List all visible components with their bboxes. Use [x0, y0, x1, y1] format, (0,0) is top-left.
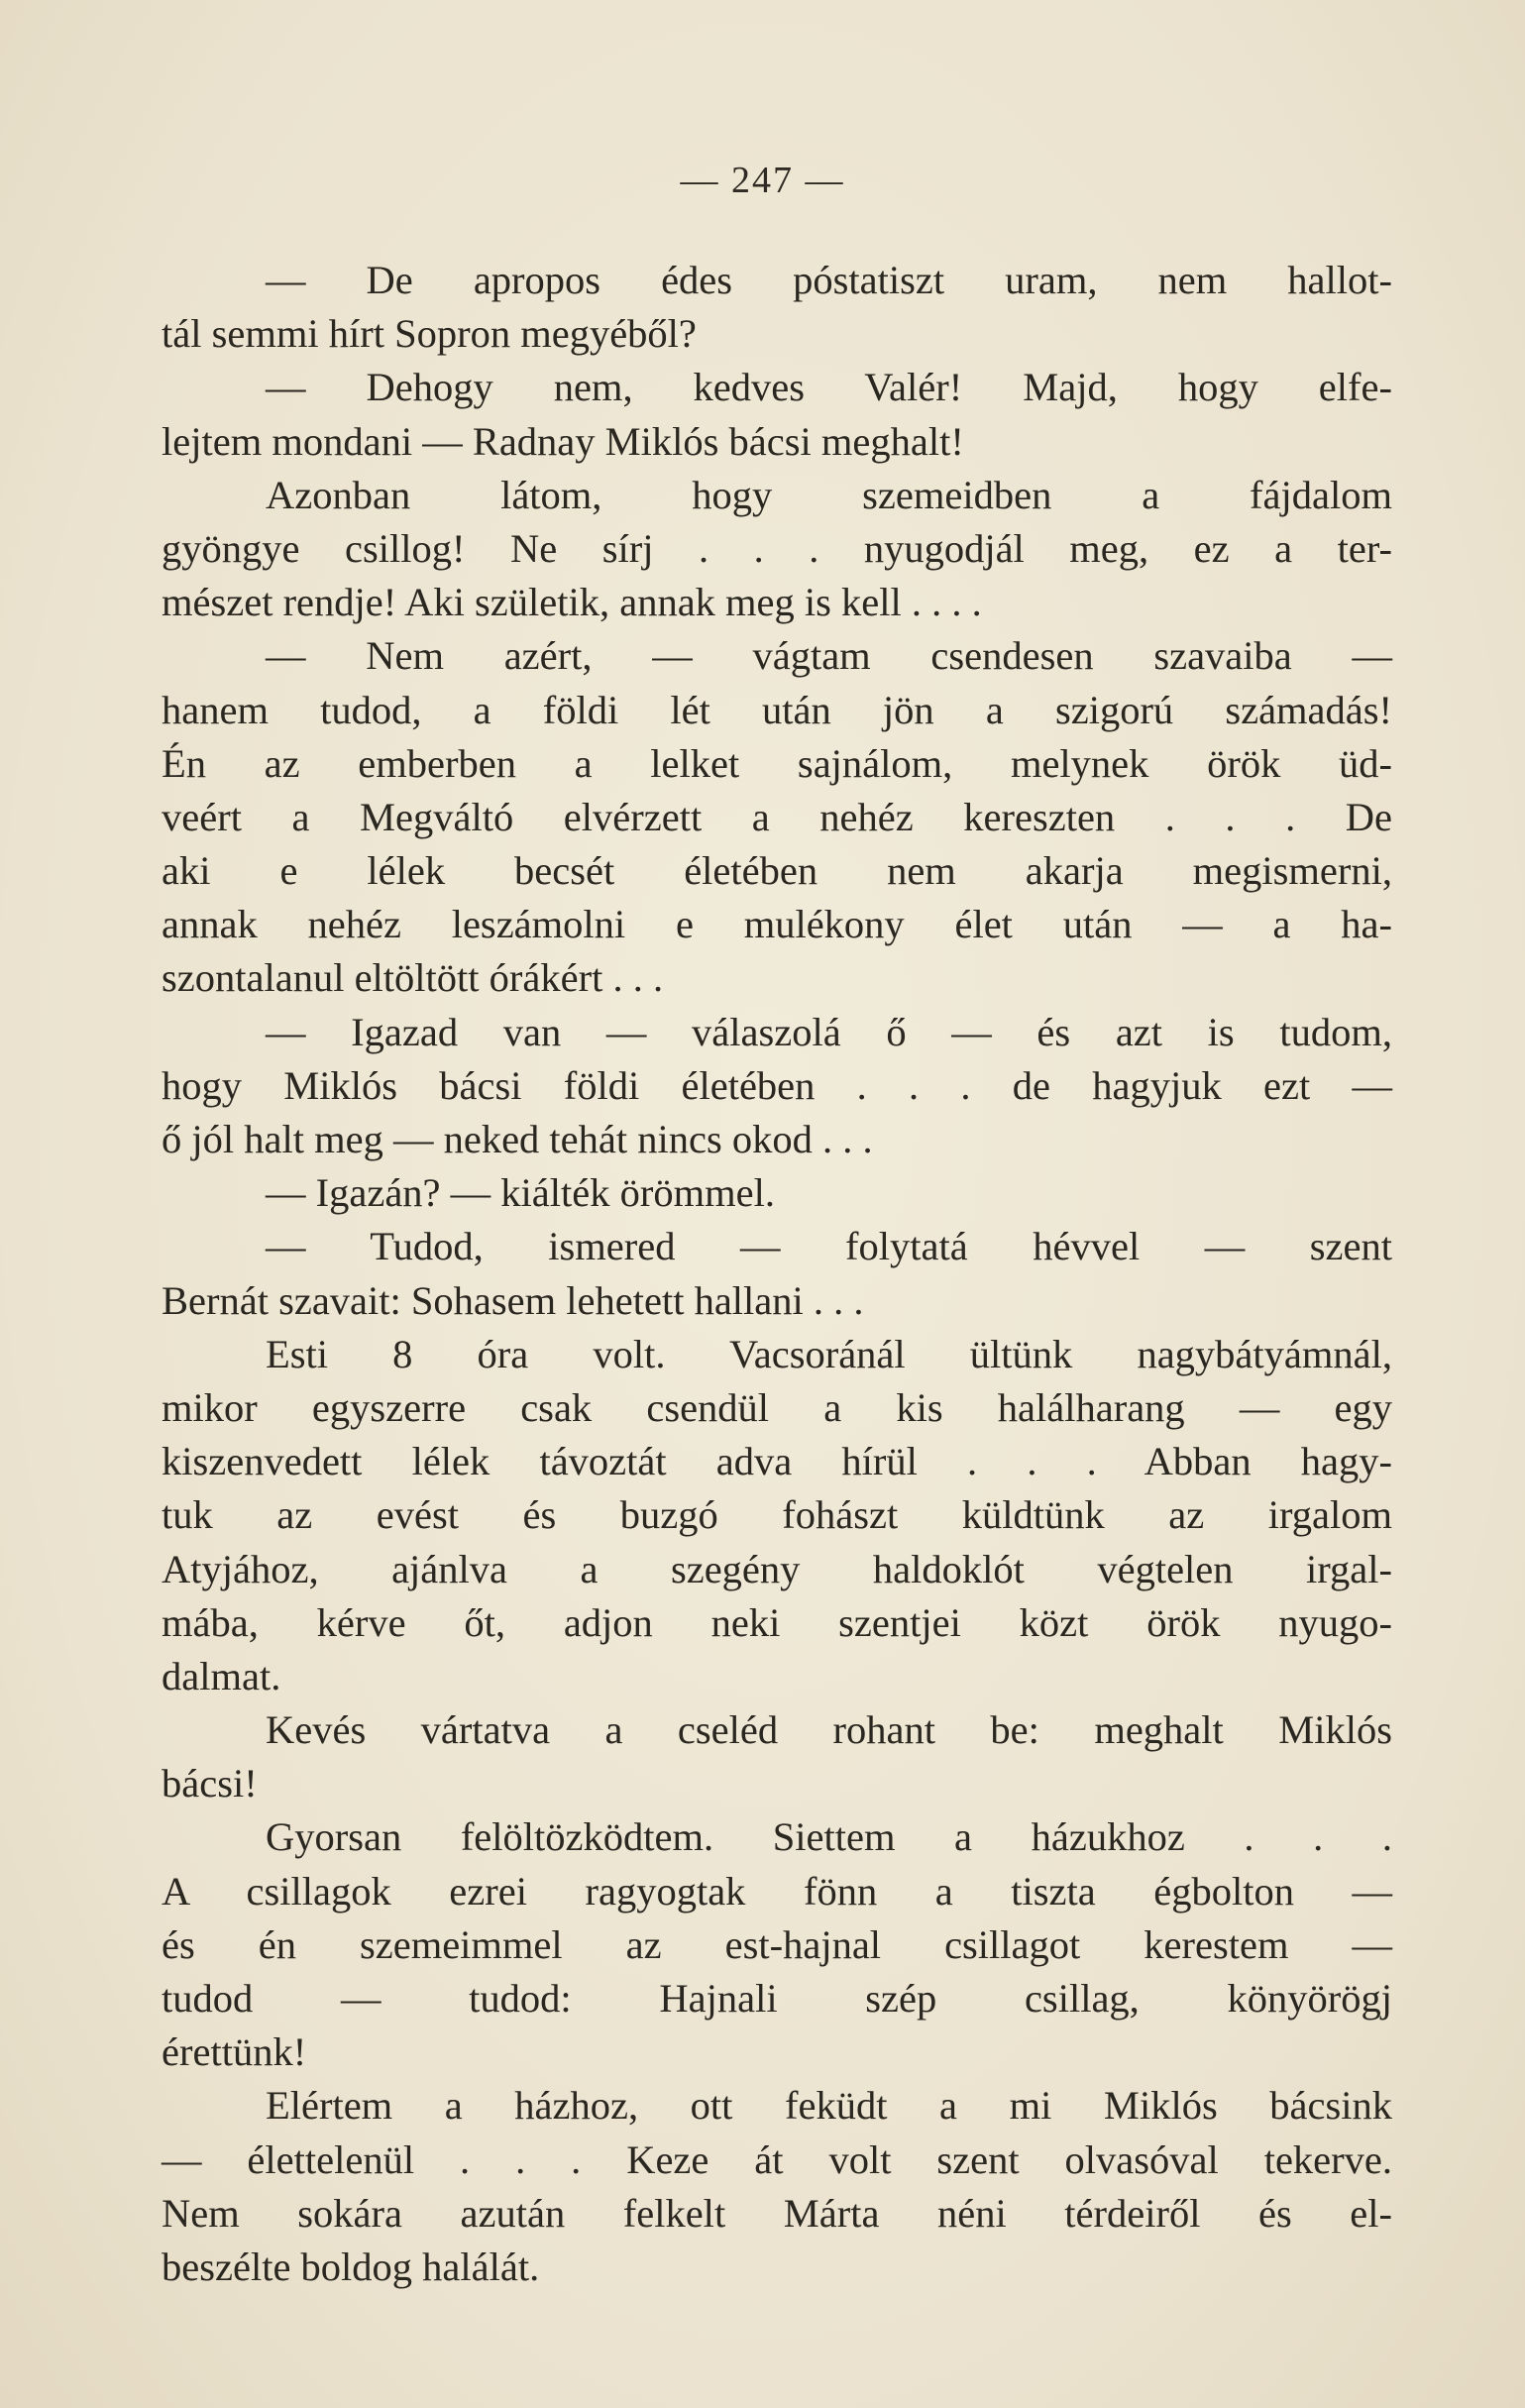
body-text — [162, 254, 1392, 2294]
text-line: bácsi! — [162, 1761, 258, 1806]
text-line: szontalanul eltöltött órákért . . . — [162, 955, 664, 1001]
text-line: annak nehéz leszámolni e mulékony élet után — a ha- — [162, 902, 1392, 947]
text-line: Kevés vártatva a cseléd rohant be: meghalt Miklós — [266, 1707, 1392, 1753]
text-line: mába, kérve őt, adjon neki szentjei közt örök nyugo- — [162, 1599, 1392, 1645]
text-line: aki e lélek becsét életében nem akarja megismerni, — [162, 848, 1392, 894]
text-line: — élettelenül . . . Keze át volt szent olvasóval tekerve. — [162, 2136, 1392, 2182]
text-line: hogy Miklós bácsi földi életében . . . de hagyjuk ezt — — [162, 1062, 1392, 1108]
text-line: Én az emberben a lelket sajnálom, melynek örök üd- — [162, 740, 1392, 786]
text-line: — De apropos édes póstatiszt uram, nem hallot- — [266, 258, 1392, 302]
text-line: — Igazad van — válaszolá ő — és azt is tudom, — [266, 1009, 1392, 1054]
text-line: mikor egyszerre csak csendül a kis halálharang — egy — [162, 1384, 1392, 1430]
text-line: Elértem a házhoz, ott feküdt a mi Miklós bácsink — [266, 2083, 1392, 2129]
text-line: Bernát szavait: Sohasem lehetett hallani . . . — [162, 1277, 864, 1323]
text-line: Azonban látom, hogy szemeidben a fájdalom — [266, 472, 1392, 517]
text-line: veért a Megváltó elvérzett a nehéz kereszten . . . De — [162, 794, 1392, 839]
text-line: mészet rendje! Aki születik, annak meg is kell . . . . — [162, 580, 982, 625]
text-line: — Tudod, ismered — folytatá hévvel — szent — [266, 1224, 1392, 1269]
text-line: A csillagok ezrei ragyogtak fönn a tiszta égbolton — — [162, 1868, 1392, 1914]
text-line: gyöngye csillog! Ne sírj . . . nyugodjál meg, ez a ter- — [162, 525, 1392, 571]
text-line: Atyjához, ajánlva a szegény haldoklót végtelen irgal- — [162, 1546, 1392, 1591]
text-line: hanem tudod, a földi lét után jön a szigorú számadás! — [162, 687, 1392, 732]
text-line: — Igazán? — kiálték örömmel. — [266, 1170, 775, 1216]
text-line: tál semmi hírt Sopron megyéből? — [162, 311, 697, 357]
text-line: érettünk! — [162, 2029, 307, 2075]
text-line: Gyorsan felöltözködtem. Siettem a házukhoz . . . — [266, 1814, 1392, 1860]
text-line: ő jól halt meg — neked tehát nincs okod . . . — [162, 1117, 873, 1161]
page-number: — 247 — — [680, 160, 845, 201]
text-line: — Dehogy nem, kedves Valér! Majd, hogy elfe- — [266, 365, 1392, 410]
text-line: és én szemeimmel az est-hajnal csillagot kerestem — — [162, 1921, 1392, 1967]
text-line: lejtem mondani — Radnay Miklós bácsi meghalt! — [162, 418, 964, 464]
text-line: kiszenvedett lélek távoztát adva hírül . . . Abban hagy- — [162, 1439, 1392, 1484]
text-line: Nem sokára azután felkelt Márta néni térdeiről és el- — [162, 2190, 1392, 2236]
text-line: tudod — tudod: Hajnali szép csillag, könyörögj — [162, 1976, 1392, 2021]
text-line: — Nem azért, — vágtam csendesen szavaiba — — [266, 633, 1392, 679]
text-line: beszélte boldog halálát. — [162, 2244, 540, 2289]
text-line: dalmat. — [162, 1653, 281, 1698]
text-line: tuk az evést és buzgó fohászt küldtünk az irgalom — [162, 1492, 1392, 1538]
text-line: Esti 8 óra volt. Vacsoránál ültünk nagybátyámnál, — [266, 1331, 1392, 1376]
